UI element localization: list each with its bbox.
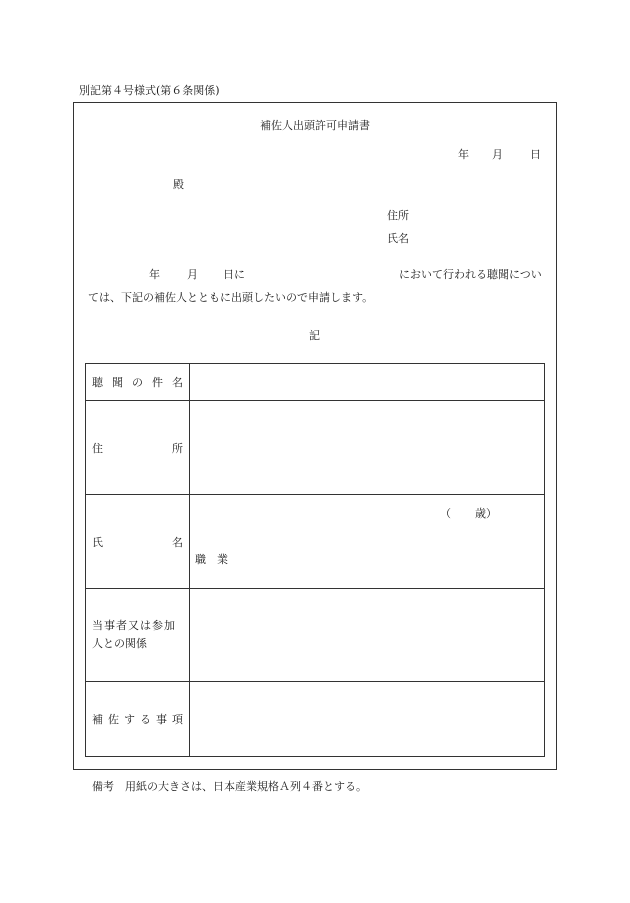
label-char: す	[124, 713, 135, 726]
label-char: る	[140, 713, 151, 726]
label-char: 補	[92, 713, 103, 726]
ki-heading: 記	[309, 329, 320, 342]
label-char: 項	[172, 713, 183, 726]
label-char: 聴	[92, 376, 103, 389]
label-char: 所	[172, 441, 183, 455]
row-assist-matters	[86, 682, 545, 757]
age-close: 歳）	[475, 507, 497, 520]
label-char: 住	[92, 441, 103, 455]
applicant-address-label: 住所	[387, 209, 409, 222]
form-title: 補佐人出頭許可申請書	[260, 119, 370, 132]
value-assist-matters[interactable]	[190, 682, 545, 757]
detail-table	[85, 363, 545, 757]
note: 備考 用紙の大きさは、日本産業規格Ａ列４番とする。	[92, 780, 367, 793]
date-month: 月	[492, 148, 503, 161]
label-char: 名	[172, 535, 183, 549]
label-char: 氏	[92, 535, 103, 549]
addressee-suffix: 殿	[173, 178, 184, 191]
label-char: 名	[172, 376, 183, 389]
row-relationship	[86, 589, 545, 682]
body-text-line2: ては、下記の補佐人とともに出頭したいので申請します。	[88, 291, 374, 304]
label-char: 件	[152, 376, 163, 389]
label-assist-matters	[86, 682, 190, 757]
body-year: 年	[149, 268, 160, 281]
label-line: 人との関係	[92, 637, 147, 650]
body-month: 月	[187, 268, 198, 281]
body-day: 日に	[223, 268, 245, 281]
row-hearing-case	[86, 364, 545, 401]
label-relationship	[86, 589, 190, 682]
row-address	[86, 401, 545, 495]
label-line: 当事者又は参加	[92, 619, 176, 632]
applicant-name-label: 氏名	[387, 232, 409, 245]
row-name	[86, 495, 545, 589]
label-char: 佐	[108, 713, 119, 726]
form-number: 別記第４号様式(第６条関係)	[79, 84, 220, 97]
age-open: （	[440, 507, 451, 520]
label-hearing-case	[86, 364, 190, 401]
label-char: の	[132, 376, 143, 389]
label-char: 事	[156, 713, 167, 726]
occupation-label: 職 業	[195, 553, 228, 566]
date-day: 日	[530, 148, 541, 161]
date-line	[458, 146, 541, 162]
value-relationship[interactable]	[190, 589, 545, 682]
value-hearing-case[interactable]	[190, 364, 545, 401]
value-address[interactable]	[190, 401, 545, 495]
body-text-right: において行われる聴聞につい	[399, 268, 542, 281]
date-year: 年	[458, 148, 469, 161]
label-name	[86, 495, 190, 589]
label-address	[86, 401, 190, 495]
value-name[interactable]	[190, 495, 545, 589]
label-char: 聞	[112, 376, 123, 389]
